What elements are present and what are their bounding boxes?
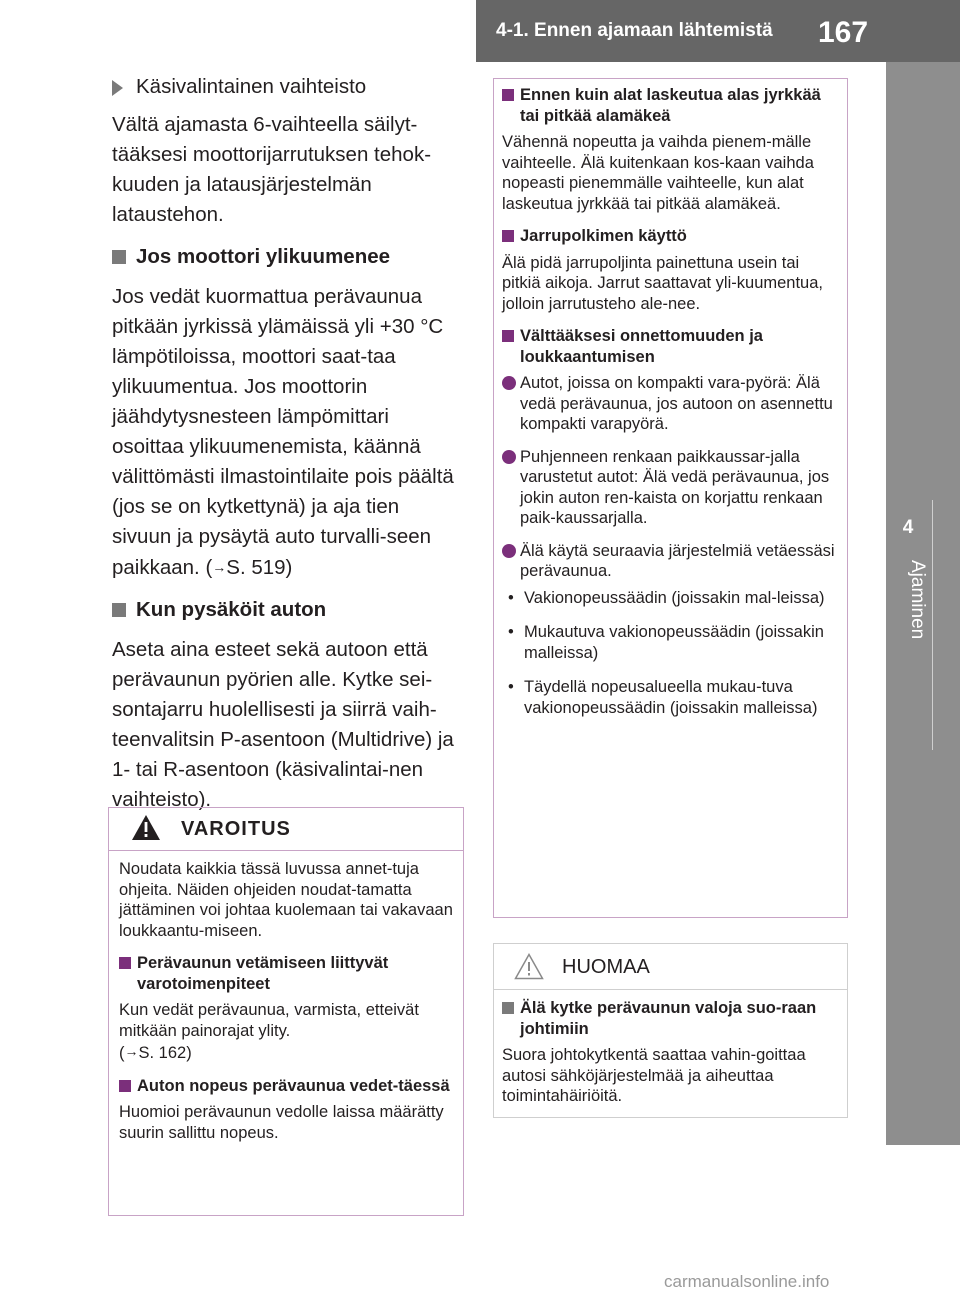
round-bullet-icon [502, 544, 516, 558]
manual-transmission-heading [112, 72, 462, 102]
overheat-body: Jos vedät kuormattua perävaunua pitkään jyrkissä ylämäissä yli +30 °C lämpötiloissa, moottori saat-taa ylikuumentua. Jos moottorin jäähdytysnesteen lämpömittari osoittaa ylikuumenemista, käännä välittömästi ilmastointilaite pois päältä (jos se on kytkettynä) ja aja tien sivuun ja pysäytä auto turvalli-seen paikkaan. ( [112, 285, 454, 579]
square-bullet-icon [112, 603, 126, 617]
downhill-heading [502, 85, 839, 126]
warning-triangle-icon [131, 814, 161, 841]
trailer-lights-heading [502, 998, 839, 1039]
warning-title: VAROITUS [181, 818, 291, 840]
warning-body [109, 851, 463, 1163]
bullet-dot-icon: • [508, 588, 514, 607]
chapter-label: Ajaminen [907, 560, 928, 640]
notice-triangle-icon [514, 953, 544, 980]
page-number: 167 [818, 16, 869, 49]
watermark: carmanualsonline.info [664, 1272, 830, 1291]
square-bullet-icon [502, 230, 514, 242]
list-item [502, 447, 839, 529]
overheat-text [112, 282, 462, 583]
left-column [112, 72, 462, 827]
square-bullet-icon [502, 1002, 514, 1014]
sub-list-item [502, 622, 839, 663]
heading-text: Jos moottori ylikuumenee [136, 245, 391, 268]
sub-list-text: Vakionopeussäädin (joissakin mal-leissa) [524, 588, 825, 607]
tab-divider [932, 500, 933, 750]
round-bullet-icon [502, 376, 516, 390]
square-bullet-icon [502, 89, 514, 101]
arrow-icon: → [212, 559, 227, 575]
parking-heading [112, 595, 462, 625]
sub-list-item [502, 677, 839, 718]
brake-pedal-heading [502, 226, 839, 247]
list-item-text: Autot, joissa on kompakti vara-pyörä: Älä vedä perävaunua, jos autoon on asennettu kompakti varapyörä. [520, 374, 833, 433]
round-bullet-icon [502, 450, 516, 464]
warning-intro: Noudata kaikkia tässä luvussa annet-tuja ohjeita. Näiden ohjeiden noudat-tamatta jättäminen voi johtaa kuolemaan tai vakavaan loukkaantu-miseen. [119, 860, 453, 940]
heading-text: Auton nopeus perävaunua vedet-täessä [137, 1076, 450, 1095]
caution-body [494, 79, 847, 738]
towing-speed-text: Huomioi perävaunun vedolle laissa määrätty suurin sallittu nopeus. [119, 1103, 444, 1142]
list-item [502, 541, 839, 582]
sub-list-text: Täydellä nopeusalueella mukau-tuva vakionopeussäädin (joissakin malleissa) [524, 678, 818, 717]
page-reference-link[interactable]: S. 519) [226, 556, 293, 579]
triangle-bullet-icon [112, 80, 123, 96]
precautions-body: Kun vedät perävaunua, varmista, etteivät mitkään painorajat ylity. [119, 1001, 419, 1040]
arrow-icon: → [124, 1043, 139, 1059]
page-reference-link[interactable]: S. 162) [138, 1044, 192, 1062]
parking-text: Aseta aina esteet sekä autoon että perävaunun pyörien alle. Kytke sei-sontajarru huolellisesti ja siirrä vaih-teenvalitsin P-asentoon (Multidrive) ja 1- tai R-asentoon (käsivalintai-nen vaihteisto). [112, 638, 454, 811]
square-bullet-icon [119, 957, 131, 969]
manual-transmission-text: Vältä ajamasta 6-vaihteella säilyt-tääksesi moottorijarrutuksen tehok-kuuden ja latausjärjestelmän lataustehon. [112, 113, 432, 226]
square-bullet-icon [112, 250, 126, 264]
list-item-text: Älä käytä seuraavia järjestelmiä vetäessäsi perävaunua. [520, 541, 835, 580]
sub-list-item [502, 588, 839, 609]
downhill-text: Vähennä nopeutta ja vaihda pienem-mälle vaihteelle. Älä kuitenkaan kos-kaan vaihda nopeasti pienemmälle vaihteelle, kun alat laskeutua jyrkkää tai pitkää alamäkeä. [502, 133, 814, 213]
brake-pedal-text: Älä pidä jarrupoljinta painettuna usein tai pitkiä aikoja. Jarrut saattavat yli-kuumentua, jolloin jarrutusteho ale-nee. [502, 253, 823, 313]
towing-precautions-text: Kun vedät perävaunua, varmista, etteivät mitkään painorajat ylity. (→S. 162) [119, 1001, 419, 1062]
note-box [493, 943, 848, 1118]
overheat-heading [112, 242, 462, 272]
square-bullet-icon [502, 330, 514, 342]
list-item-text: Puhjenneen renkaan paikkaussar-jalla varustetut autot: Älä vedä perävaunua, jos jokin auton ren-kaista on korjattu renkaan paik-kaussarjalla. [520, 447, 830, 527]
accident-heading [502, 326, 839, 367]
square-bullet-icon [119, 1080, 131, 1092]
caution-box [493, 78, 848, 918]
heading-text: Ennen kuin alat laskeutua alas jyrkkää tai pitkää alamäkeä [520, 86, 821, 125]
trailer-lights-text: Suora johtokytkentä saattaa vahin-goittaa autosi sähköjärjestelmää ja aiheuttaa toimintahäiriöitä. [502, 1046, 806, 1105]
note-title: HUOMAA [562, 956, 650, 978]
bullet-dot-icon: • [508, 623, 514, 641]
note-body [494, 990, 847, 1127]
heading-text: Välttääksesi onnettomuuden ja loukkaantumisen [520, 327, 763, 366]
heading-text: Kun pysäköit auton [136, 598, 327, 621]
towing-precautions-heading [119, 953, 453, 994]
warning-box [108, 807, 464, 1216]
heading-text: Käsivalintainen vaihteisto [136, 75, 367, 98]
sub-list-text: Mukautuva vakionopeussäädin (joissakin malleissa) [524, 623, 824, 662]
towing-speed-heading [119, 1076, 453, 1097]
section-title: 4-1. Ennen ajamaan lähtemistä [496, 20, 773, 41]
heading-text: Jarrupolkimen käyttö [520, 227, 687, 245]
heading-text: Perävaunun vetämiseen liittyvät varotoimenpiteet [137, 954, 389, 993]
list-item [502, 373, 839, 435]
heading-text: Älä kytke perävaunun valoja suo-raan johtimiin [520, 999, 817, 1038]
note-header [494, 944, 847, 990]
chapter-number: 4 [902, 517, 914, 538]
warning-header [109, 808, 463, 851]
bullet-dot-icon: • [508, 678, 514, 696]
